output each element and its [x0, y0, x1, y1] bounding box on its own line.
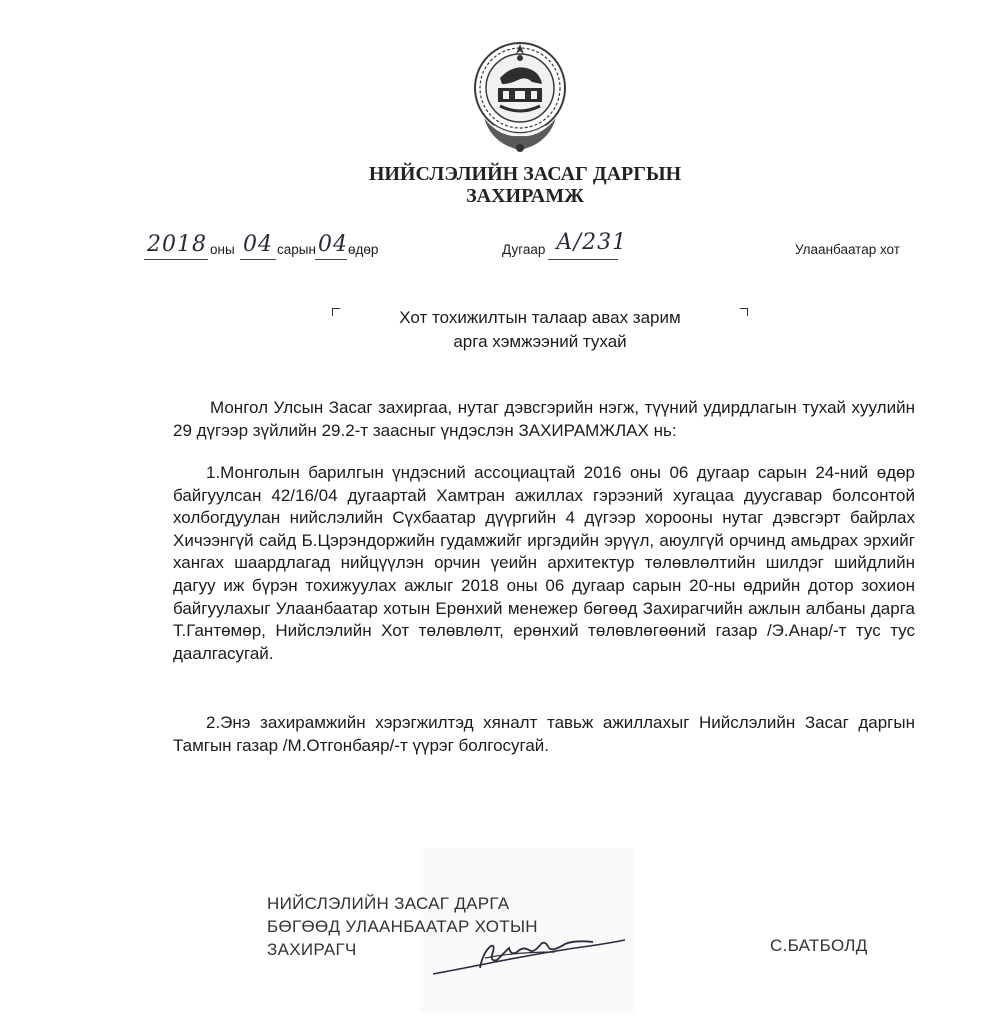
date-number-row: [0, 230, 1000, 262]
preamble-paragraph: Монгол Улсын Засаг захиргаа, нутаг дэвсгэрийн нэгж, түүний удирдлагын тухай хуулийн 29 дүгээр зүйлийн 29.2-т заасныг үндэслэн ЗАХИРАМЖЛАХ нь:: [173, 398, 915, 440]
signatory-title-line-1: НИЙСЛЭЛИЙН ЗАСАГ ДАРГА: [267, 894, 510, 913]
issuing-authority-title: [300, 163, 750, 207]
org-title-line-2: ЗАХИРАМЖ: [466, 185, 584, 207]
handwritten-month: 04: [243, 232, 273, 257]
year-label: оны: [210, 242, 235, 257]
handwritten-day: 04: [318, 232, 348, 257]
day-label: өдөр: [348, 242, 379, 257]
number-underline: [548, 259, 618, 260]
subject-bracket-right: [740, 308, 748, 316]
handwritten-signature-icon: [425, 922, 630, 982]
subject-line-1: Хот тохижилтын талаар авах зарим: [399, 308, 681, 327]
state-emblem-icon: [470, 40, 570, 158]
signatory-title-line-2: БӨГӨӨД УЛААНБААТАР ХОТЫН: [267, 917, 538, 936]
day-underline: [315, 259, 347, 260]
signatory-name: С.БАТБОЛД: [770, 936, 868, 955]
number-label: Дугаар: [502, 242, 546, 257]
month-underline: [240, 259, 276, 260]
decree-subject: [330, 306, 750, 356]
decree-item-1: 1.Монголын барилгын үндэсний ассоциацтай 2016 оны 06 дугаар сарын 24-ний өдөр байгуулсан 42/16/04 дугаартай Хамтран ажиллах гэрээний хугацаа дуусгавар болсонтой холбогдуулан нийслэлийн Сүхбаатар дүүргийн 4 дүгээр хорооны нутаг дэвсгэрт байрлах Хичээнгүй сайд Б.Цэрэндоржийн гудамжийг иргэдийн эрүүл, аюулгүй орчинд амьдрах эрхийг хангах шаардлагад нийцүүлэн орчин үеийн архитектур төлөвлөлтийн шилдэг шийдлийн дагуу иж бүрэн тохижуулах ажлыг 2018 оны 06 дугаар сарын 20-ны өдрийн дотор зохион байгуулахыг Улаанбаатар хотын Ерөнхий менежер бөгөөд Захирагчийн ажлын албаны дарга Т.Гантөмөр, Нийслэлийн Хот төлөвлөлт, ерөнхий төлөвлөгөөний газар /Э.Анар/-т тус тус даалгасугай.: [173, 463, 915, 663]
subject-bracket-left: [332, 308, 340, 316]
signatory-title-line-3: ЗАХИРАГЧ: [267, 940, 357, 959]
subject-line-2: арга хэмжээний тухай: [453, 332, 627, 351]
month-label: сарын: [277, 242, 316, 257]
issue-location: Улаанбаатар хот: [795, 242, 900, 257]
handwritten-decree-number: А/231: [556, 230, 628, 255]
year-underline: [144, 259, 208, 260]
decree-item-2: 2.Энэ захирамжийн хэрэгжилтэд хяналт тавьж ажиллахыг Нийслэлийн Засаг даргын Тамгын газар /М.Отгонбаяр/-т үүрэг болгосугай.: [173, 713, 915, 755]
handwritten-year: 2018: [147, 232, 207, 257]
org-title-line-1: НИЙСЛЭЛИЙН ЗАСАГ ДАРГЫН: [368, 163, 682, 185]
